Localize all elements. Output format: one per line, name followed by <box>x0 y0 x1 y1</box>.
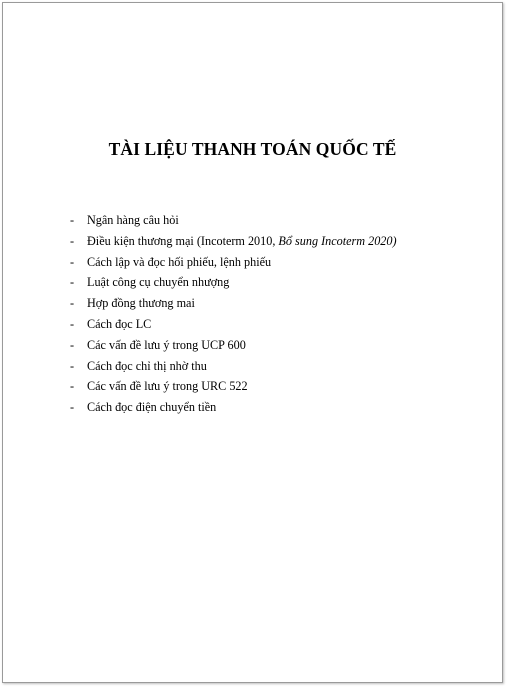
list-item <box>70 359 397 380</box>
list-item <box>70 275 397 296</box>
list-item <box>70 338 397 359</box>
list-bullet: - <box>70 316 75 331</box>
list-item-text: Luật công cụ chuyển nhượng <box>87 275 230 290</box>
list-item-text <box>87 234 397 249</box>
list-item-text-regular: Điều kiện thương mại (Incoterm 2010, <box>87 233 279 248</box>
list-item-text: Ngân hàng câu hỏi <box>87 213 179 227</box>
list-bullet: - <box>70 213 75 227</box>
list-bullet: - <box>70 296 75 311</box>
list-bullet: - <box>70 400 75 415</box>
list-bullet: - <box>70 254 75 269</box>
list-item-text: Cách đọc điện chuyển tiền <box>87 400 217 415</box>
list-item-text-italic: Bổ sung Incoterm 2020) <box>278 233 397 248</box>
list-item-text: Cách đọc chỉ thị nhờ thu <box>87 358 207 373</box>
document-title: TÀI LIỆU THANH TOÁN QUỐC TẾ <box>108 139 397 159</box>
list-bullet: - <box>70 337 75 352</box>
list-item-text: Cách đọc LC <box>87 316 152 331</box>
list-bullet: - <box>70 379 75 394</box>
list-item-text: Hợp đồng thương mai <box>87 296 195 311</box>
list-item <box>70 296 397 317</box>
list-item-text: Các vấn đề lưu ý trong UCP 600 <box>87 337 246 352</box>
list-bullet: - <box>70 233 75 248</box>
list-item-text: Cách lập và đọc hối phiếu, lệnh phiếu <box>87 254 272 269</box>
list-item <box>70 234 397 255</box>
list-item <box>70 317 397 338</box>
list-item-text: Các vấn đề lưu ý trong URC 522 <box>87 379 248 394</box>
list-bullet: - <box>70 275 75 290</box>
list-item <box>70 213 397 234</box>
list-bullet: - <box>70 358 75 373</box>
list-item <box>70 255 397 276</box>
list-item <box>70 379 397 400</box>
list-item <box>70 400 397 421</box>
document-page <box>2 2 503 683</box>
document-list <box>70 213 397 421</box>
